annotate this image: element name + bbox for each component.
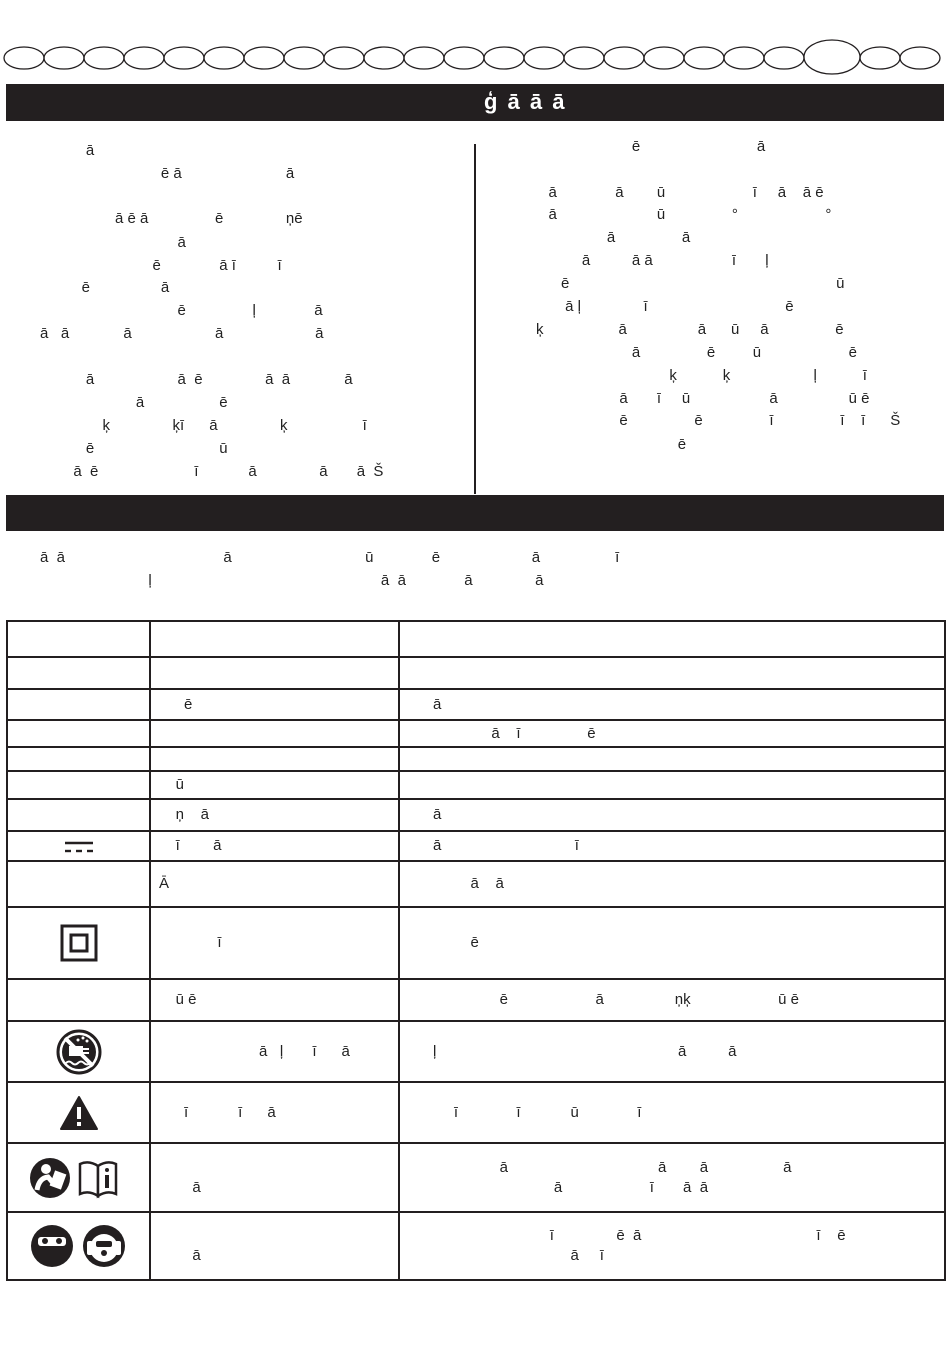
description-cell: ļ ā ā bbox=[399, 1021, 945, 1082]
symbol-cell bbox=[7, 799, 150, 831]
description-cell: ā ī ē bbox=[399, 720, 945, 747]
description-cell: ē bbox=[399, 907, 945, 979]
dc-current-icon bbox=[63, 838, 95, 855]
symbol-cell bbox=[7, 689, 150, 720]
description-cell: ē ā ņķ ū ē bbox=[399, 979, 945, 1021]
table-row bbox=[7, 621, 945, 657]
section-tab bbox=[164, 47, 204, 69]
term-cell: ā bbox=[150, 1143, 399, 1212]
description-cell: ā bbox=[399, 799, 945, 831]
right-column-line: ķ ā ā ū ā ē bbox=[536, 321, 844, 338]
class-2-double-insulation-icon bbox=[60, 934, 98, 951]
symbol-cell bbox=[7, 657, 150, 689]
section-band bbox=[6, 495, 944, 531]
table-row bbox=[7, 907, 945, 979]
term-cell bbox=[150, 621, 399, 657]
term-cell: ē bbox=[150, 689, 399, 720]
table-row bbox=[7, 657, 945, 689]
left-column-line: ē ā ā bbox=[40, 165, 295, 182]
description-cell: ā ā bbox=[399, 861, 945, 907]
section-tab bbox=[644, 47, 684, 69]
description-cell: ī ī ū ī bbox=[399, 1082, 945, 1143]
section-tabs bbox=[0, 0, 950, 80]
left-column-line: ā ā ā ā ā bbox=[40, 325, 324, 342]
no-rain-icon bbox=[56, 1042, 102, 1059]
right-column-line: ā ā ā ī ļ bbox=[536, 252, 769, 269]
table-row bbox=[7, 771, 945, 799]
description-cell bbox=[399, 621, 945, 657]
description-cell: ī ē ā ī ē ā ī bbox=[399, 1212, 945, 1280]
left-column-line: ē ļ ā bbox=[40, 302, 323, 319]
right-column-line: ā ā bbox=[536, 229, 691, 246]
term-cell: ā bbox=[150, 1212, 399, 1280]
term-cell: ū bbox=[150, 771, 399, 799]
symbol-cell bbox=[7, 771, 150, 799]
right-column-line: ē ū bbox=[536, 275, 845, 292]
term-cell: Ā bbox=[150, 861, 399, 907]
term-cell: ņ ā bbox=[150, 799, 399, 831]
left-column-line: ē ū bbox=[40, 440, 228, 457]
symbol-cell bbox=[7, 1082, 150, 1143]
table-row bbox=[7, 1143, 945, 1212]
section-tab bbox=[524, 47, 564, 69]
table-row bbox=[7, 689, 945, 720]
section-tab bbox=[204, 47, 244, 69]
symbol-cell bbox=[7, 1143, 150, 1212]
symbol-cell bbox=[7, 831, 150, 861]
section-tab-active bbox=[804, 40, 860, 74]
left-column-line: ā ē ī ā ā ā Š bbox=[40, 463, 384, 480]
description-cell: ā ī bbox=[399, 831, 945, 861]
right-column-line: ē ē ī ī ī Š bbox=[536, 412, 901, 429]
description-cell bbox=[399, 771, 945, 799]
left-column-line: ā ē ā ē ņē bbox=[40, 210, 303, 227]
term-cell: ī bbox=[150, 907, 399, 979]
description-cell: ā ā ā ā ā ī ā ā bbox=[399, 1143, 945, 1212]
section-tab bbox=[444, 47, 484, 69]
term-cell: ā ļ ī ā bbox=[150, 1021, 399, 1082]
left-column-line: ā ē bbox=[40, 394, 228, 411]
table-row bbox=[7, 1082, 945, 1143]
right-column-line: ē bbox=[536, 436, 687, 453]
section-tab bbox=[484, 47, 524, 69]
section-tab bbox=[84, 47, 124, 69]
term-cell: ū ē bbox=[150, 979, 399, 1021]
section-tab bbox=[564, 47, 604, 69]
table-row bbox=[7, 1021, 945, 1082]
section-tab bbox=[724, 47, 764, 69]
section-tab bbox=[684, 47, 724, 69]
symbol-cell bbox=[7, 907, 150, 979]
symbol-cell bbox=[7, 621, 150, 657]
table-row bbox=[7, 720, 945, 747]
section-tab bbox=[764, 47, 804, 69]
right-column-line: ā ī ū ā ū ē bbox=[536, 390, 870, 407]
section-tab bbox=[860, 47, 900, 69]
symbol-cell bbox=[7, 979, 150, 1021]
term-cell bbox=[150, 720, 399, 747]
left-column-line: ā ā ē ā ā ā bbox=[40, 371, 353, 388]
right-column-line: ā ū ° ° bbox=[536, 206, 832, 223]
term-cell bbox=[150, 747, 399, 771]
section-tab bbox=[124, 47, 164, 69]
section-tab bbox=[324, 47, 364, 69]
table-row bbox=[7, 1212, 945, 1280]
symbol-cell bbox=[7, 1212, 150, 1280]
table-row bbox=[7, 979, 945, 1021]
description-cell bbox=[399, 747, 945, 771]
section-tab bbox=[900, 47, 940, 69]
description-cell: ā bbox=[399, 689, 945, 720]
section-tab bbox=[44, 47, 84, 69]
table-row bbox=[7, 799, 945, 831]
left-column-line: ē ā bbox=[40, 279, 170, 296]
symbol-cell bbox=[7, 861, 150, 907]
header-band bbox=[6, 84, 944, 121]
left-column-line: ķ ķī ā ķ ī bbox=[40, 417, 367, 434]
warning-triangle-icon bbox=[59, 1103, 99, 1120]
symbol-cell bbox=[7, 720, 150, 747]
table-row bbox=[7, 831, 945, 861]
right-column-line: ķ ķ ļ ī bbox=[536, 367, 867, 384]
section-tab bbox=[404, 47, 444, 69]
header-title: ģ ā ā ā bbox=[484, 89, 567, 114]
description-cell bbox=[399, 657, 945, 689]
right-column-line: ā ē ū ē bbox=[536, 344, 857, 361]
symbols-table bbox=[6, 620, 946, 1281]
table-row bbox=[7, 747, 945, 771]
symbol-cell bbox=[7, 1021, 150, 1082]
term-cell: ī ā bbox=[150, 831, 399, 861]
section-tab bbox=[244, 47, 284, 69]
section-tab bbox=[364, 47, 404, 69]
section-tab bbox=[604, 47, 644, 69]
eye-ear-protection-icon bbox=[30, 1237, 128, 1254]
intro-line-2: ļ ā ā ā ā bbox=[40, 572, 544, 589]
column-divider bbox=[474, 144, 476, 494]
section-tab bbox=[4, 47, 44, 69]
section-tab bbox=[284, 47, 324, 69]
left-column-line: ā bbox=[40, 234, 186, 251]
table-row bbox=[7, 861, 945, 907]
left-column-line: ā bbox=[40, 142, 95, 159]
term-cell: ī ī ā bbox=[150, 1082, 399, 1143]
right-column-line: ā ļ ī ē bbox=[536, 298, 794, 315]
symbol-cell bbox=[7, 747, 150, 771]
right-column-line: ē ā bbox=[536, 138, 766, 155]
intro-line-1: ā ā ā ū ē ā ī bbox=[40, 549, 620, 566]
term-cell bbox=[150, 657, 399, 689]
left-column-line: ē ā ī ī bbox=[40, 257, 282, 274]
read-manual-icon bbox=[30, 1168, 128, 1185]
right-column-line: ā ā ū ī ā ā ē bbox=[536, 184, 824, 201]
